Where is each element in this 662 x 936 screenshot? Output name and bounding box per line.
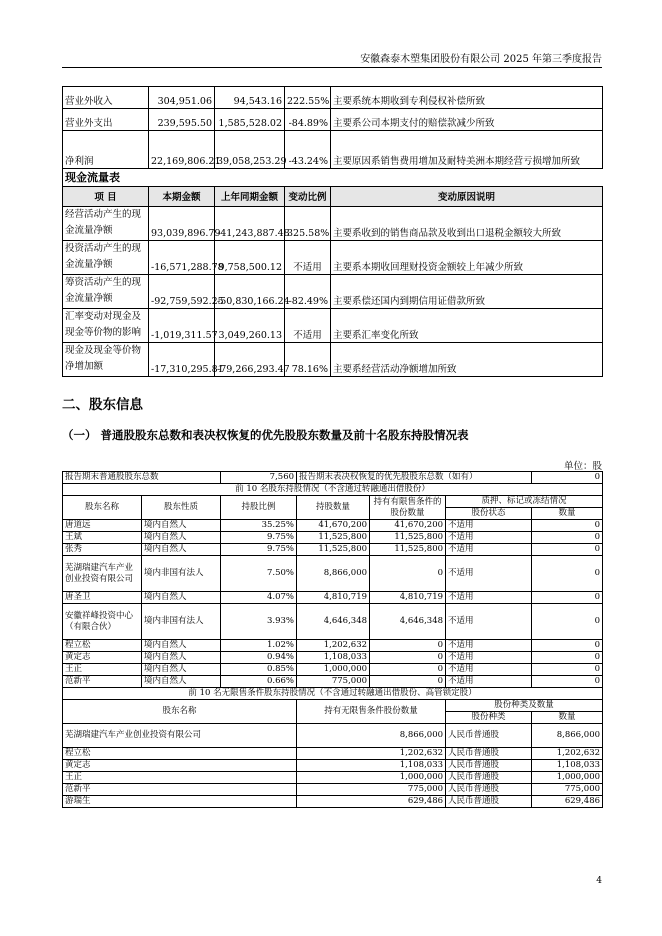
header-current: 本期金额 xyxy=(149,187,215,207)
change-cell: 78.16% xyxy=(285,343,331,377)
table-row xyxy=(63,343,603,377)
report-header: 安徽森泰木塑集团股份有限公司 2025 年第三季度报告 xyxy=(360,54,602,65)
unrestricted-type-qty: 775,000 xyxy=(532,784,603,796)
item-cell: 现金及现金等价物净增加额 xyxy=(63,343,149,377)
change-cell: 222.55% xyxy=(285,87,331,109)
unrestricted-title-row xyxy=(63,688,603,700)
prior-cell: 39,058,253.29 xyxy=(215,131,285,169)
shareholder-qty: 0 xyxy=(532,556,603,592)
shareholder-nature: 境内自然人 xyxy=(142,520,221,532)
section-subtitle: （一） 普通股股东总数和表决权恢复的优先股股东数量及前十名股东持股情况表 xyxy=(62,428,469,442)
shareholder-table xyxy=(62,471,603,808)
item-cell: 营业外收入 xyxy=(63,87,149,109)
header-item: 项 目 xyxy=(63,187,149,207)
shareholder-status: 不适用 xyxy=(446,592,532,604)
shareholder-shares: 4,810,719 xyxy=(297,592,370,604)
shareholder-name: 芜湖瑞建汽车产业创业投资有限公司 xyxy=(63,556,142,592)
prior-cell: -50,830,166.24 xyxy=(215,275,285,309)
unrestricted-qty: 8,866,000 xyxy=(297,724,446,748)
shareholder-restricted: 0 xyxy=(370,640,446,652)
shareholder-ratio: 7.50% xyxy=(221,556,297,592)
unrestricted-name: 程立松 xyxy=(63,748,297,760)
reason-cell: 主要系本期收回理财投资金额较上年减少所致 xyxy=(331,241,603,275)
shareholder-nature: 境内自然人 xyxy=(142,676,221,688)
reason-cell: 主要系偿还国内到期信用证借款所致 xyxy=(331,275,603,309)
current-cell: 93,039,896.79 xyxy=(149,207,215,241)
shareholder-restricted: 11,525,800 xyxy=(370,532,446,544)
shareholder-nature: 境内自然人 xyxy=(142,640,221,652)
item-cell: 营业外支出 xyxy=(63,109,149,131)
unrestricted-type: 人民币普通股 xyxy=(446,748,532,760)
shareholder-total-row xyxy=(63,472,603,484)
prior-cell: 94,543.16 xyxy=(215,87,285,109)
shareholder-header-row xyxy=(63,496,603,508)
shareholder-status: 不适用 xyxy=(446,532,532,544)
table-row xyxy=(63,544,603,556)
table-row xyxy=(63,664,603,676)
shareholder-name: 安徽祥峰投资中心（有限合伙） xyxy=(63,604,142,640)
change-cell: -82.49% xyxy=(285,275,331,309)
unrestricted-type-qty: 629,486 xyxy=(532,796,603,808)
table-row xyxy=(63,131,603,169)
change-cell: -43.24% xyxy=(285,131,331,169)
table-row xyxy=(63,309,603,343)
prior-cell: 9,758,500.12 xyxy=(215,241,285,275)
unit-label: 单位：股 xyxy=(563,461,602,472)
shareholder-ratio: 9.75% xyxy=(221,532,297,544)
shareholder-restricted: 41,670,200 xyxy=(370,520,446,532)
header-type: 股份种类 xyxy=(446,712,532,724)
shareholder-name: 王正 xyxy=(63,664,142,676)
header-prior: 上年同期金额 xyxy=(215,187,285,207)
table-row xyxy=(63,556,603,592)
shareholder-restricted: 4,810,719 xyxy=(370,592,446,604)
shareholder-restricted: 11,525,800 xyxy=(370,544,446,556)
total-value: 7,560 xyxy=(221,472,297,484)
shareholder-shares: 1,108,033 xyxy=(297,652,370,664)
top10-title: 前 10 名股东持股情况（不含通过转融通出借股份） xyxy=(63,484,603,496)
shareholder-qty: 0 xyxy=(532,532,603,544)
pref-value: 0 xyxy=(532,472,603,484)
shareholder-qty: 0 xyxy=(532,604,603,640)
item-cell: 投资活动产生的现金流量净额 xyxy=(63,241,149,275)
header-shares: 持股数量 xyxy=(297,496,370,520)
shareholder-name: 唐圣卫 xyxy=(63,592,142,604)
table-row xyxy=(63,724,603,748)
table-row xyxy=(63,520,603,532)
shareholder-ratio: 0.85% xyxy=(221,664,297,676)
shareholder-name: 范新平 xyxy=(63,676,142,688)
unrestricted-type-qty: 1,108,033 xyxy=(532,760,603,772)
shareholder-nature: 境内自然人 xyxy=(142,592,221,604)
table-row xyxy=(63,676,603,688)
shareholder-qty: 0 xyxy=(532,652,603,664)
shareholder-status: 不适用 xyxy=(446,544,532,556)
header-change: 变动比例 xyxy=(285,187,331,207)
shareholder-status: 不适用 xyxy=(446,520,532,532)
current-cell: -17,310,295.81 xyxy=(149,343,215,377)
reason-cell: 主要系汇率变化所致 xyxy=(331,309,603,343)
change-cell: -84.89% xyxy=(285,109,331,131)
table-row xyxy=(63,772,603,784)
unrestricted-name: 芜湖瑞建汽车产业创业投资有限公司 xyxy=(63,724,297,748)
shareholder-status: 不适用 xyxy=(446,652,532,664)
shareholder-qty: 0 xyxy=(532,544,603,556)
header-rule xyxy=(62,67,602,68)
shareholder-nature: 境内自然人 xyxy=(142,664,221,676)
change-cell: 不适用 xyxy=(285,241,331,275)
unrestricted-type-qty: 1,000,000 xyxy=(532,772,603,784)
table-row xyxy=(63,592,603,604)
shareholder-ratio: 9.75% xyxy=(221,544,297,556)
header-type-group: 股份种类及数量 xyxy=(446,700,603,712)
header-nature: 股东性质 xyxy=(142,496,221,520)
shareholder-qty: 0 xyxy=(532,676,603,688)
shareholder-shares: 11,525,800 xyxy=(297,544,370,556)
current-cell: 22,169,806.21 xyxy=(149,131,215,169)
shareholder-ratio: 35.25% xyxy=(221,520,297,532)
unrestricted-type: 人民币普通股 xyxy=(446,796,532,808)
unrestricted-name: 范新平 xyxy=(63,784,297,796)
item-cell: 经营活动产生的现金流量净额 xyxy=(63,207,149,241)
unrestricted-type: 人民币普通股 xyxy=(446,784,532,796)
table-row xyxy=(63,532,603,544)
table-row xyxy=(63,604,603,640)
shareholder-nature: 境内非国有法人 xyxy=(142,556,221,592)
shareholder-qty: 0 xyxy=(532,640,603,652)
change-cell: 325.58% xyxy=(285,207,331,241)
reason-cell: 主要系统本期收到专利侵权补偿所致 xyxy=(331,87,603,109)
shareholder-ratio: 3.93% xyxy=(221,604,297,640)
reason-cell: 主要系公司本期支付的赔偿款减少所致 xyxy=(331,109,603,131)
shareholder-restricted: 0 xyxy=(370,664,446,676)
unrestricted-type-qty: 1,202,632 xyxy=(532,748,603,760)
table-row xyxy=(63,784,603,796)
shareholder-shares: 1,000,000 xyxy=(297,664,370,676)
reason-cell: 主要系收到的销售商品款及收到出口退税金额较大所致 xyxy=(331,207,603,241)
current-cell: -92,759,592.25 xyxy=(149,275,215,309)
table-row xyxy=(63,796,603,808)
header-unrestricted-name: 股东名称 xyxy=(63,700,297,724)
shareholder-shares: 8,866,000 xyxy=(297,556,370,592)
unrestricted-name: 王正 xyxy=(63,772,297,784)
shareholder-shares: 41,670,200 xyxy=(297,520,370,532)
header-pledge-qty: 数量 xyxy=(532,508,603,520)
shareholder-status: 不适用 xyxy=(446,676,532,688)
unrestricted-header-row xyxy=(63,700,603,712)
shareholder-nature: 境内自然人 xyxy=(142,544,221,556)
current-cell: -1,019,311.57 xyxy=(149,309,215,343)
shareholder-restricted: 0 xyxy=(370,556,446,592)
shareholder-status: 不适用 xyxy=(446,604,532,640)
prior-cell: -41,243,887.48 xyxy=(215,207,285,241)
top10-title-row xyxy=(63,484,603,496)
item-cell: 汇率变动对现金及现金等价物的影响 xyxy=(63,309,149,343)
shareholder-qty: 0 xyxy=(532,664,603,676)
unrestricted-qty: 629,486 xyxy=(297,796,446,808)
section-title: 二、股东信息 xyxy=(62,397,143,413)
shareholder-status: 不适用 xyxy=(446,640,532,652)
header-ratio: 持股比例 xyxy=(221,496,297,520)
header-restricted: 持有有限售条件的股份数量 xyxy=(370,496,446,520)
shareholder-name: 张秀 xyxy=(63,544,142,556)
table-row xyxy=(63,760,603,772)
shareholder-restricted: 0 xyxy=(370,652,446,664)
shareholder-ratio: 1.02% xyxy=(221,640,297,652)
shareholder-restricted: 4,646,348 xyxy=(370,604,446,640)
unrestricted-type: 人民币普通股 xyxy=(446,772,532,784)
current-cell: 239,595.50 xyxy=(149,109,215,131)
unrestricted-type: 人民币普通股 xyxy=(446,724,532,748)
shareholder-name: 王斌 xyxy=(63,532,142,544)
table-row xyxy=(63,652,603,664)
header-name: 股东名称 xyxy=(63,496,142,520)
shareholder-shares: 4,646,348 xyxy=(297,604,370,640)
shareholder-ratio: 0.94% xyxy=(221,652,297,664)
table-row xyxy=(63,109,603,131)
shareholder-shares: 775,000 xyxy=(297,676,370,688)
prior-cell: 1,585,528.02 xyxy=(215,109,285,131)
prior-cell: 3,049,260.13 xyxy=(215,309,285,343)
shareholder-ratio: 0.66% xyxy=(221,676,297,688)
reason-cell: 主要原因系销售费用增加及耐特美洲本期经营亏损增加所致 xyxy=(331,131,603,169)
item-cell: 净利润 xyxy=(63,131,149,169)
financial-change-table xyxy=(62,86,603,377)
shareholder-shares: 1,202,632 xyxy=(297,640,370,652)
table-row xyxy=(63,207,603,241)
unrestricted-type-qty: 8,866,000 xyxy=(532,724,603,748)
table-row xyxy=(63,87,603,109)
table-row xyxy=(63,241,603,275)
table-row xyxy=(63,640,603,652)
shareholder-nature: 境内自然人 xyxy=(142,652,221,664)
header-unrestricted-qty: 持有无限售条件股份数量 xyxy=(297,700,446,724)
shareholder-qty: 0 xyxy=(532,520,603,532)
unrestricted-title: 前 10 名无限售条件股东持股情况（不含通过转融通出借股份、高管锁定股） xyxy=(63,688,603,700)
shareholder-name: 黄定志 xyxy=(63,652,142,664)
shareholder-status: 不适用 xyxy=(446,664,532,676)
page-number: 4 xyxy=(596,876,602,886)
unrestricted-qty: 1,108,033 xyxy=(297,760,446,772)
shareholder-restricted: 0 xyxy=(370,676,446,688)
header-pledge-status: 股份状态 xyxy=(446,508,532,520)
header-pledge-group: 质押、标记或冻结情况 xyxy=(446,496,603,508)
header-reason: 变动原因说明 xyxy=(331,187,603,207)
shareholder-ratio: 4.07% xyxy=(221,592,297,604)
reason-cell: 主要系经营活动净额增加所致 xyxy=(331,343,603,377)
change-cell: 不适用 xyxy=(285,309,331,343)
current-cell: -16,571,288.78 xyxy=(149,241,215,275)
shareholder-status: 不适用 xyxy=(446,556,532,592)
shareholder-name: 程立松 xyxy=(63,640,142,652)
cashflow-section-row xyxy=(63,169,603,187)
unrestricted-qty: 1,202,632 xyxy=(297,748,446,760)
unrestricted-name: 黄定志 xyxy=(63,760,297,772)
current-cell: 304,951.06 xyxy=(149,87,215,109)
unrestricted-qty: 1,000,000 xyxy=(297,772,446,784)
table-row xyxy=(63,748,603,760)
unrestricted-name: 游瑞生 xyxy=(63,796,297,808)
cashflow-header-row xyxy=(63,187,603,207)
prior-cell: -79,266,293.47 xyxy=(215,343,285,377)
shareholder-nature: 境内非国有法人 xyxy=(142,604,221,640)
table-row xyxy=(63,275,603,309)
unrestricted-type: 人民币普通股 xyxy=(446,760,532,772)
header-type-qty: 数量 xyxy=(532,712,603,724)
cashflow-title: 现金流量表 xyxy=(63,169,603,187)
pref-label: 报告期末表决权恢复的优先股股东总数（如有） xyxy=(297,472,532,484)
item-cell: 筹资活动产生的现金流量净额 xyxy=(63,275,149,309)
unrestricted-qty: 775,000 xyxy=(297,784,446,796)
shareholder-shares: 11,525,800 xyxy=(297,532,370,544)
shareholder-name: 唐道远 xyxy=(63,520,142,532)
shareholder-qty: 0 xyxy=(532,592,603,604)
shareholder-nature: 境内自然人 xyxy=(142,532,221,544)
total-label: 报告期末普通股股东总数 xyxy=(63,472,221,484)
